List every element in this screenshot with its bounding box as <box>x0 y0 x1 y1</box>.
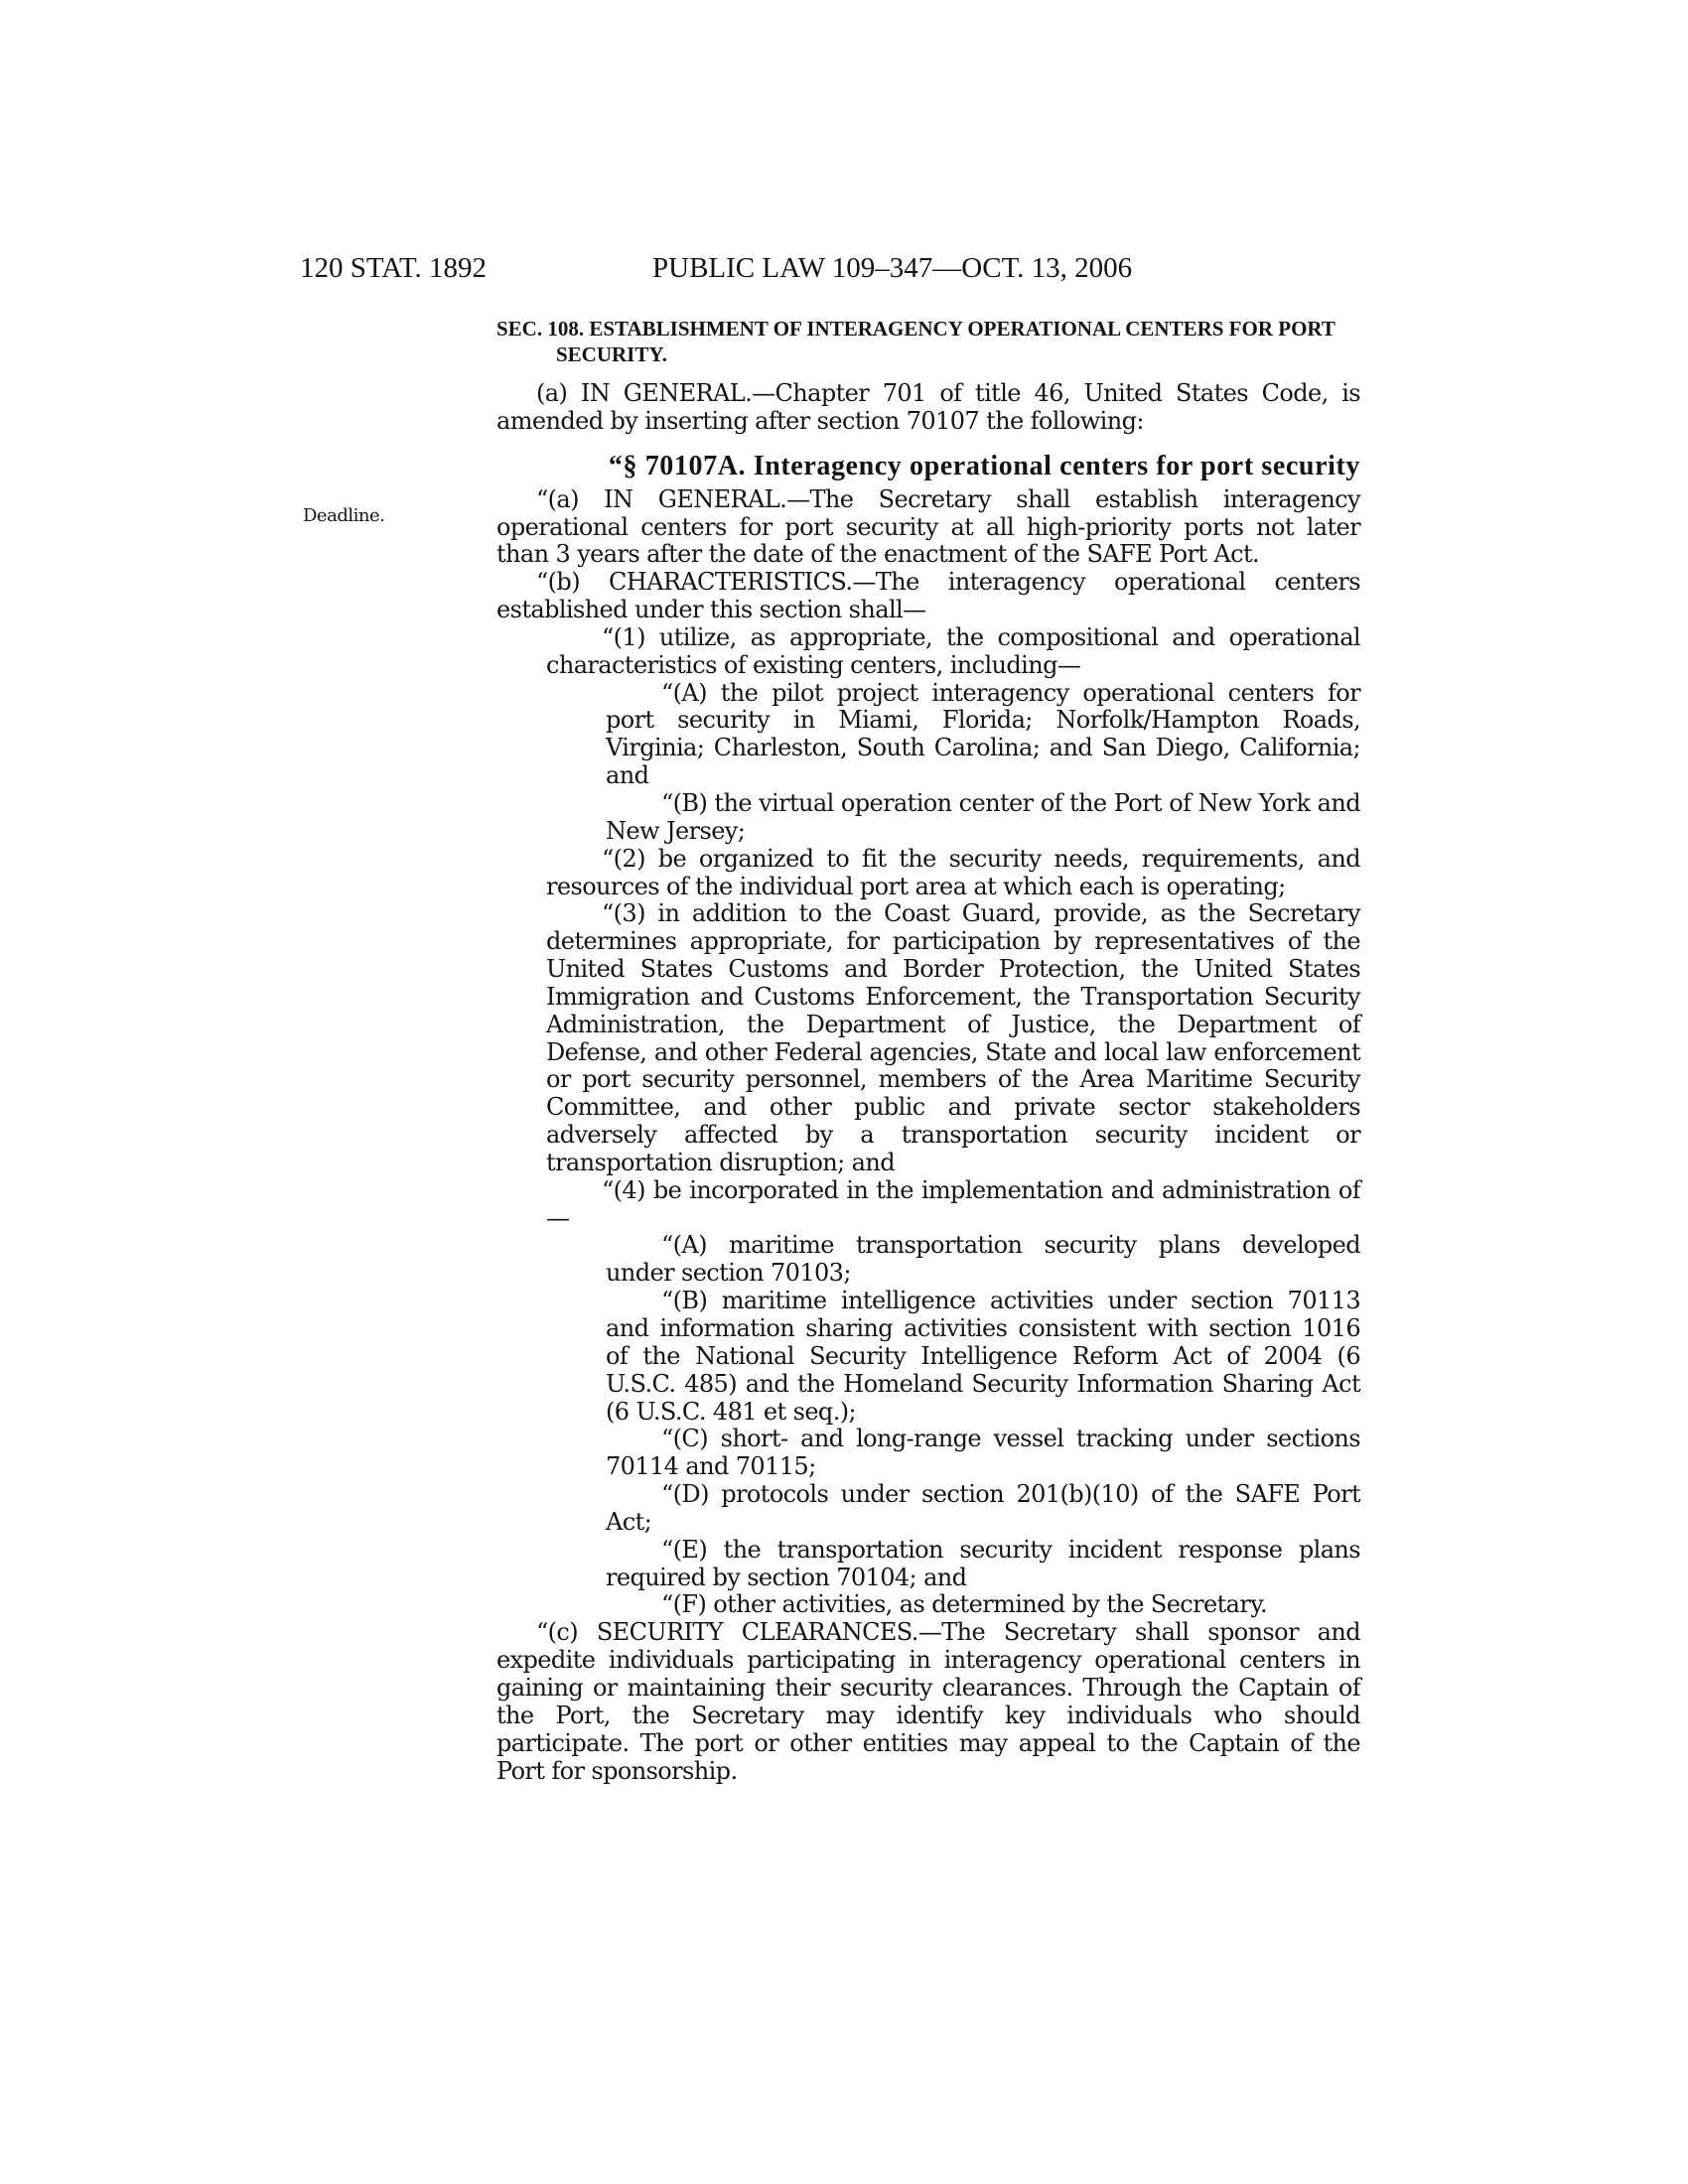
intro-paragraph: (a) IN GENERAL.—Chapter 701 of title 46, United States Code, is amended by inserting after section 70107 the following: <box>496 379 1360 435</box>
subsection-a-general: “(a) IN GENERAL.—The Secretary shall establish interagency operational centers for port security at all high-priority ports not later than 3 years after the date of the enactment of the SAFE Port Act. <box>496 484 1360 569</box>
paragraph-b-3: “(3) in addition to the Coast Guard, provide, as the Secretary determines appropriate, for participation by representatives of the United States Customs and Border Protection, the United States Immigration and Customs Enforcement, the Transportation Security Administration, the Department of Justice, the Department of Defense, and other Federal agencies, State and local law enforcement or port security personnel, members of the Area Maritime Security Committee, and other public and private sector stakeholders adversely affected by a transportation security incident or transportation disruption; and <box>546 899 1360 1176</box>
subparagraph-b-4-e: “(E) the transportation security incident response plans required by section 70104; and <box>606 1535 1360 1591</box>
subparagraph-b-1-b: “(B) the virtual operation center of the Port of New York and New Jersey; <box>606 788 1360 845</box>
stat-citation: 120 STAT. 1892 <box>300 252 488 284</box>
section-heading: SEC. 108. ESTABLISHMENT OF INTERAGENCY OPERATIONAL CENTERS FOR PORT SECURITY. <box>496 317 1336 366</box>
law-citation: PUBLIC LAW 109–347—OCT. 13, 2006 <box>652 252 1133 284</box>
paragraph-b-2: “(2) be organized to fit the security needs, requirements, and resources of the individual port area at which each is operating; <box>546 844 1360 900</box>
subparagraph-b-4-c: “(C) short- and long-range vessel tracking under sections 70114 and 70115; <box>606 1425 1360 1481</box>
subparagraph-b-1-a: “(A) the pilot project interagency operational centers for port security in Miami, Florida; Norfolk/Hampton Roads, Virginia; Charleston, South Carolina; and San Diego, California; and <box>606 678 1360 790</box>
codified-section-title: “§ 70107A. Interagency operational centers for port security <box>608 450 1360 481</box>
subsection-c-security-clearances: “(c) SECURITY CLEARANCES.—The Secretary shall sponsor and expedite individuals participating in interagency operational centers in gaining or maintaining their security clearances. Through the Captain of the Port, the Secretary may identify key individuals who should participate. The port or other entities may appeal to the Captain of the Port for sponsorship. <box>496 1618 1360 1785</box>
paragraph-b-1: “(1) utilize, as appropriate, the compositional and operational characteristics of existing centers, including— <box>546 622 1360 679</box>
subsection-b-characteristics: “(b) CHARACTERISTICS.—The interagency operational centers established under this section shall— <box>496 568 1360 624</box>
paragraph-b-4: “(4) be incorporated in the implementation and administration of— <box>546 1175 1360 1232</box>
subparagraph-b-4-b: “(B) maritime intelligence activities under section 70113 and information sharing activities consistent with section 1016 of the National Security Intelligence Reform Act of 2004 (6 U.S.C. 485) and the Homeland Security Information Sharing Act (6 U.S.C. 481 et seq.); <box>606 1287 1360 1426</box>
margin-note-deadline: Deadline. <box>303 505 385 526</box>
subparagraph-b-4-a: “(A) maritime transportation security plans developed under section 70103; <box>606 1231 1360 1288</box>
subparagraph-b-4-f: “(F) other activities, as determined by the Secretary. <box>661 1590 1268 1619</box>
subparagraph-b-4-d: “(D) protocols under section 201(b)(10) of the SAFE Port Act; <box>606 1480 1360 1536</box>
page-header <box>300 248 1364 288</box>
document-body <box>496 316 1360 1785</box>
